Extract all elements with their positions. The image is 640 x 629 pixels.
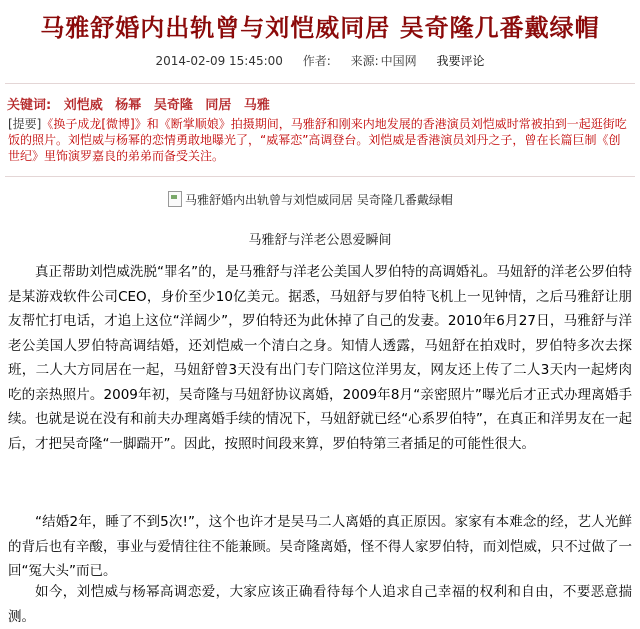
summary-prefix: [提要]	[8, 117, 42, 131]
summary-text: 《换子成龙[微博]》和《断掌顺娘》拍摄期间，马雅舒和刚来内地发展的香港演员刘恺威时常被拍到一起逛街吃饭的照片。刘恺威与杨幂的恋情勇敢地曝光了，“威幂恋”高调登台。刘恺威是香港演员刘丹之子，曾在长篇巨制《创世纪》里饰演罗嘉良的弟弟而备受关注。	[8, 117, 627, 163]
image-caption: 马雅舒与洋老公恩爱瞬间	[248, 233, 392, 248]
keyword-link[interactable]: 刘恺威	[63, 98, 103, 113]
comment-link[interactable]: 我要评论	[436, 54, 485, 68]
image-alt-text: 马雅舒婚内出轨曾与刘恺威同居 吴奇隆几番戴绿帽	[185, 192, 453, 207]
keyword-link[interactable]: 吴奇隆	[153, 98, 193, 113]
source-label: 来源:	[350, 54, 379, 68]
article-image	[168, 189, 453, 209]
keyword-link[interactable]: 马雅	[243, 98, 270, 113]
divider-top	[5, 83, 635, 84]
article-summary	[8, 116, 630, 164]
divider-summary	[5, 176, 635, 177]
article-title: 马雅舒婚内出轨曾与刘恺威同居 吴奇隆几番戴绿帽	[40, 14, 600, 42]
paragraph: 如今，刘恺威与杨幂高调恋爱，大家应该正确看待每个人追求自己幸福的权利和自由，不要恶意揣测。	[8, 584, 632, 625]
keywords-label: 关键词:	[7, 98, 52, 113]
source-name: 中国网	[380, 54, 417, 68]
keywords-bar	[7, 94, 270, 113]
keyword-link[interactable]: 同居	[205, 98, 232, 113]
paragraph: “结婚2年，睡了不到5次!”，这个也许才是吴马二人离婚的真正原因。家家有本难念的经，艺人光鲜的背后也有辛酸，事业与爱情往往不能兼顾。吴奇隆离婚，怪不得人家罗伯特，而刘恺威，只不过做了一回“冤大头”而已。	[8, 514, 632, 579]
article-meta	[0, 52, 640, 69]
paragraph: 真正帮助刘恺威洗脱“罪名”的，是马雅舒与洋老公美国人罗伯特的高调婚礼。马妞舒的洋老公罗伯特是某游戏软件公司CEO，身价至少10亿美元。据悉，马妞舒与罗伯特飞机上一见钟情，之后马雅舒让朋友帮忙打电话，才追上这位“洋阔少”，罗伯特还为此休掉了自己的发妻。2010年6月27日，马雅舒与洋老公美国人罗伯特高调结婚，还刘恺威一个清白之身。知情人透露，马妞舒在拍戏时，罗伯特多次去探班，二人大方同居在一起，马妞舒曾3天没有出门专门陪这位洋男友，网友还上传了二人3天内一起烤肉吃的亲热照片。2009年初，吴奇隆与马妞舒协议离婚，2009年8月“亲密照片”曝光后才正式办理离婚手续。也就是说在没有和前夫办理离婚手续的情况下，马妞舒就已经“心系罗伯特”，在真正和洋男友在一起后，才把吴奇隆“一脚踹开”。因此，按照时间段来算，罗伯特第三者插足的可能性很大。	[8, 264, 632, 452]
keyword-link[interactable]: 杨幂	[115, 98, 142, 113]
author-label: 作者:	[302, 54, 331, 68]
publish-date: 2014-02-09 15:45:00	[155, 54, 283, 68]
broken-image-icon	[168, 191, 182, 207]
